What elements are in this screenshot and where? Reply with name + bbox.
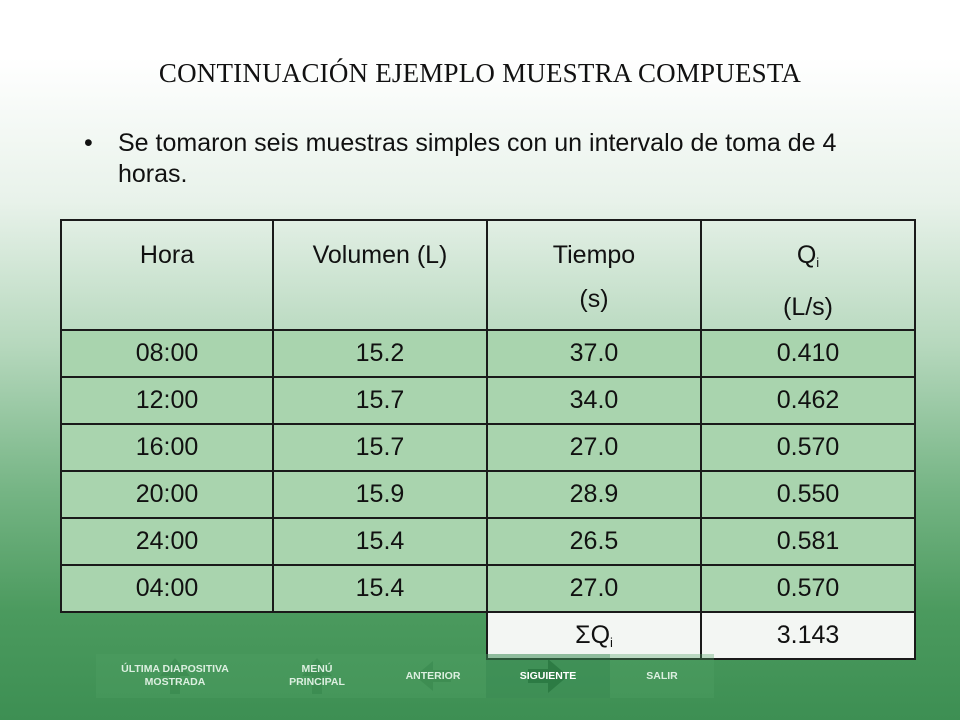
cell-tiempo: 28.9: [487, 471, 701, 518]
cell-q: 0.570: [701, 424, 915, 471]
sum-row: [61, 612, 915, 659]
table-row: [61, 471, 915, 518]
previous-button[interactable]: ANTERIOR: [380, 654, 486, 698]
table-header-row: [61, 220, 915, 330]
header-qi-label: $Q_i$: [796, 241, 820, 270]
next-button[interactable]: SIGUIENTE: [486, 654, 610, 698]
table-row: [61, 330, 915, 377]
header-hora: Hora: [61, 220, 273, 330]
cell-hora: 08:00: [61, 330, 273, 377]
header-tiempo-unit: (s): [579, 285, 609, 313]
cell-hora: 24:00: [61, 518, 273, 565]
cell-q: 0.570: [701, 565, 915, 612]
bullet-symbol: •: [84, 129, 93, 157]
header-qi-unit: (L/s): [783, 293, 833, 321]
header-tiempo-label: Tiempo: [552, 241, 636, 269]
header-tiempo: [487, 220, 701, 330]
sum-value: 3.143: [701, 612, 915, 659]
cell-hora: 20:00: [61, 471, 273, 518]
cell-q: 0.462: [701, 377, 915, 424]
cell-hora: 12:00: [61, 377, 273, 424]
table-row: [61, 565, 915, 612]
exit-button[interactable]: SALIR: [610, 654, 714, 698]
cell-tiempo: 34.0: [487, 377, 701, 424]
cell-hora: 04:00: [61, 565, 273, 612]
cell-hora: 16:00: [61, 424, 273, 471]
cell-tiempo: 27.0: [487, 424, 701, 471]
cell-volumen: 15.9: [273, 471, 487, 518]
cell-tiempo: 37.0: [487, 330, 701, 377]
cell-volumen: 15.2: [273, 330, 487, 377]
header-qi: [701, 220, 915, 330]
cell-q: 0.581: [701, 518, 915, 565]
cell-q: 0.550: [701, 471, 915, 518]
slide-title: CONTINUACIÓN EJEMPLO MUESTRA COMPUESTA: [158, 58, 802, 88]
main-menu-button[interactable]: MENÚ PRINCIPAL: [254, 654, 380, 698]
cell-tiempo: 26.5: [487, 518, 701, 565]
cell-volumen: 15.7: [273, 377, 487, 424]
data-table: [60, 219, 916, 660]
table-row: [61, 377, 915, 424]
cell-volumen: 15.4: [273, 518, 487, 565]
table-row: [61, 424, 915, 471]
bullet-text: Se tomaron seis muestras simples con un intervalo de toma de 4 horas.: [118, 129, 837, 188]
cell-volumen: 15.4: [273, 565, 487, 612]
cell-volumen: 15.7: [273, 424, 487, 471]
cell-q: 0.410: [701, 330, 915, 377]
header-volumen: Volumen (L): [273, 220, 487, 330]
cell-tiempo: 27.0: [487, 565, 701, 612]
sum-label: $\Sigma Q_i$: [487, 612, 701, 659]
table-row: [61, 518, 915, 565]
last-slide-button[interactable]: ÚLTIMA DIAPOSITIVA MOSTRADA: [96, 654, 254, 698]
